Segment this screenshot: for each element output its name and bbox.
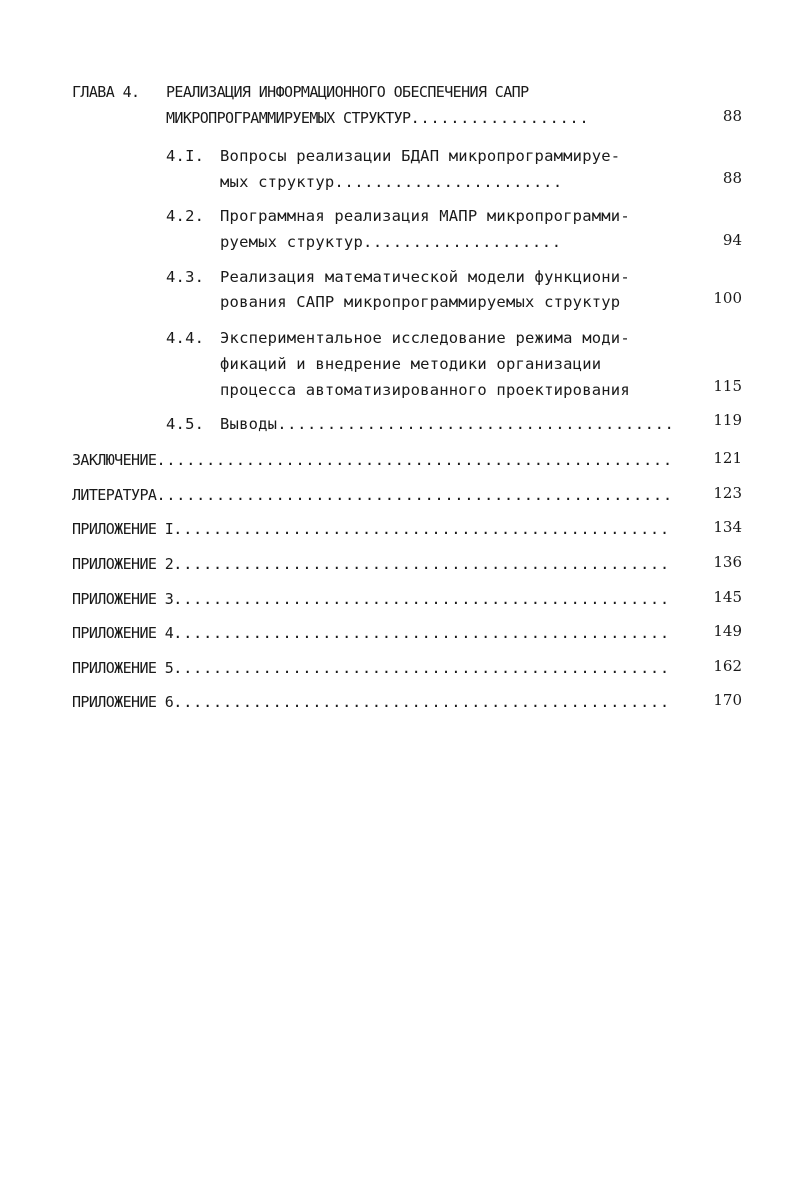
leader-dots: .................................................. (173, 624, 670, 642)
chapter-title-line2: МИКРОПРОГРАММИРУЕМЫХ СТРУКТУР (166, 109, 411, 127)
section-title-line1: Экспериментальное исследование режима моди- (220, 329, 630, 347)
leader-dots: .................. (410, 109, 590, 127)
leader-dots: .................... (362, 233, 562, 251)
section-title-line2: фикаций и внедрение методики организации (220, 355, 602, 373)
section-title-line1: Программная реализация МАПР микропрограмми- (220, 207, 630, 225)
toc-entry-title: ПРИЛОЖЕНИЕ 4 (72, 624, 174, 642)
section-page-number: 88 (722, 169, 742, 187)
leader-dots: .................................................. (173, 693, 670, 711)
section-number: 4.I. (166, 147, 205, 165)
toc-entry-title: ЗАКЛЮЧЕНИЕ (72, 451, 157, 469)
toc-entry-title: ПРИЛОЖЕНИЕ 3 (72, 590, 174, 608)
section-title-line1: Вопросы реализации БДАП микропрограммируе- (220, 147, 621, 165)
leader-dots: .................................................. (173, 590, 670, 608)
toc-entry-page: 162 (713, 657, 742, 675)
chapter-title-row (166, 108, 589, 128)
leader-dots: .................................................. (173, 659, 670, 677)
leader-dots: .................................................... (156, 451, 673, 469)
section-title-row (220, 414, 674, 434)
section-title-line2: рования САПР микропрограммируемых структур (220, 293, 621, 311)
toc-entry-page: 145 (713, 588, 742, 606)
leader-dots: ....................... (334, 173, 563, 191)
toc-entry (72, 450, 673, 470)
toc-entry-page: 170 (713, 691, 742, 709)
toc-entry (72, 554, 670, 574)
toc-entry-page: 123 (713, 484, 742, 502)
section-number: 4.5. (166, 415, 205, 433)
section-title-line1: Выводы (220, 415, 278, 433)
toc-entry-title: ПРИЛОЖЕНИЕ 5 (72, 659, 174, 677)
chapter-label: ГЛАВА 4. (72, 83, 140, 101)
leader-dots: ........................................ (277, 415, 675, 433)
toc-entry-title: ЛИТЕРАТУРА (72, 486, 157, 504)
toc-entry (72, 658, 670, 678)
chapter-page-number: 88 (722, 107, 742, 125)
toc-entry-page: 134 (713, 518, 742, 536)
toc-entry-page: 121 (713, 449, 742, 467)
section-number: 4.3. (166, 268, 205, 286)
leader-dots: .................................................. (173, 520, 670, 538)
section-page-number: 115 (713, 377, 742, 395)
leader-dots: .................................................. (173, 555, 670, 573)
toc-entry (72, 485, 673, 505)
toc-entry (72, 589, 670, 609)
section-title-line2: руемых структур (220, 233, 363, 251)
section-page-number: 94 (722, 231, 742, 249)
section-title-row (220, 172, 563, 192)
toc-entry (72, 692, 670, 712)
toc-entry (72, 519, 670, 539)
section-title-line2: мых структур (220, 173, 335, 191)
toc-entry-page: 136 (713, 553, 742, 571)
toc-entry-title: ПРИЛОЖЕНИЕ I (72, 520, 174, 538)
leader-dots: .................................................... (156, 486, 673, 504)
toc-entry (72, 623, 670, 643)
section-page-number: 119 (713, 411, 742, 429)
section-number: 4.2. (166, 207, 205, 225)
section-title-line1: Реализация математической модели функциони- (220, 268, 630, 286)
section-title-row (220, 232, 562, 252)
section-page-number: 100 (713, 289, 742, 307)
section-title-line3: процесса автоматизированного проектирования (220, 381, 630, 399)
toc-entry-title: ПРИЛОЖЕНИЕ 2 (72, 555, 174, 573)
toc-entry-page: 149 (713, 622, 742, 640)
section-number: 4.4. (166, 329, 205, 347)
chapter-title-line1: РЕАЛИЗАЦИЯ ИНФОРМАЦИОННОГО ОБЕСПЕЧЕНИЯ САПР (166, 83, 529, 101)
toc-entry-title: ПРИЛОЖЕНИЕ 6 (72, 693, 174, 711)
